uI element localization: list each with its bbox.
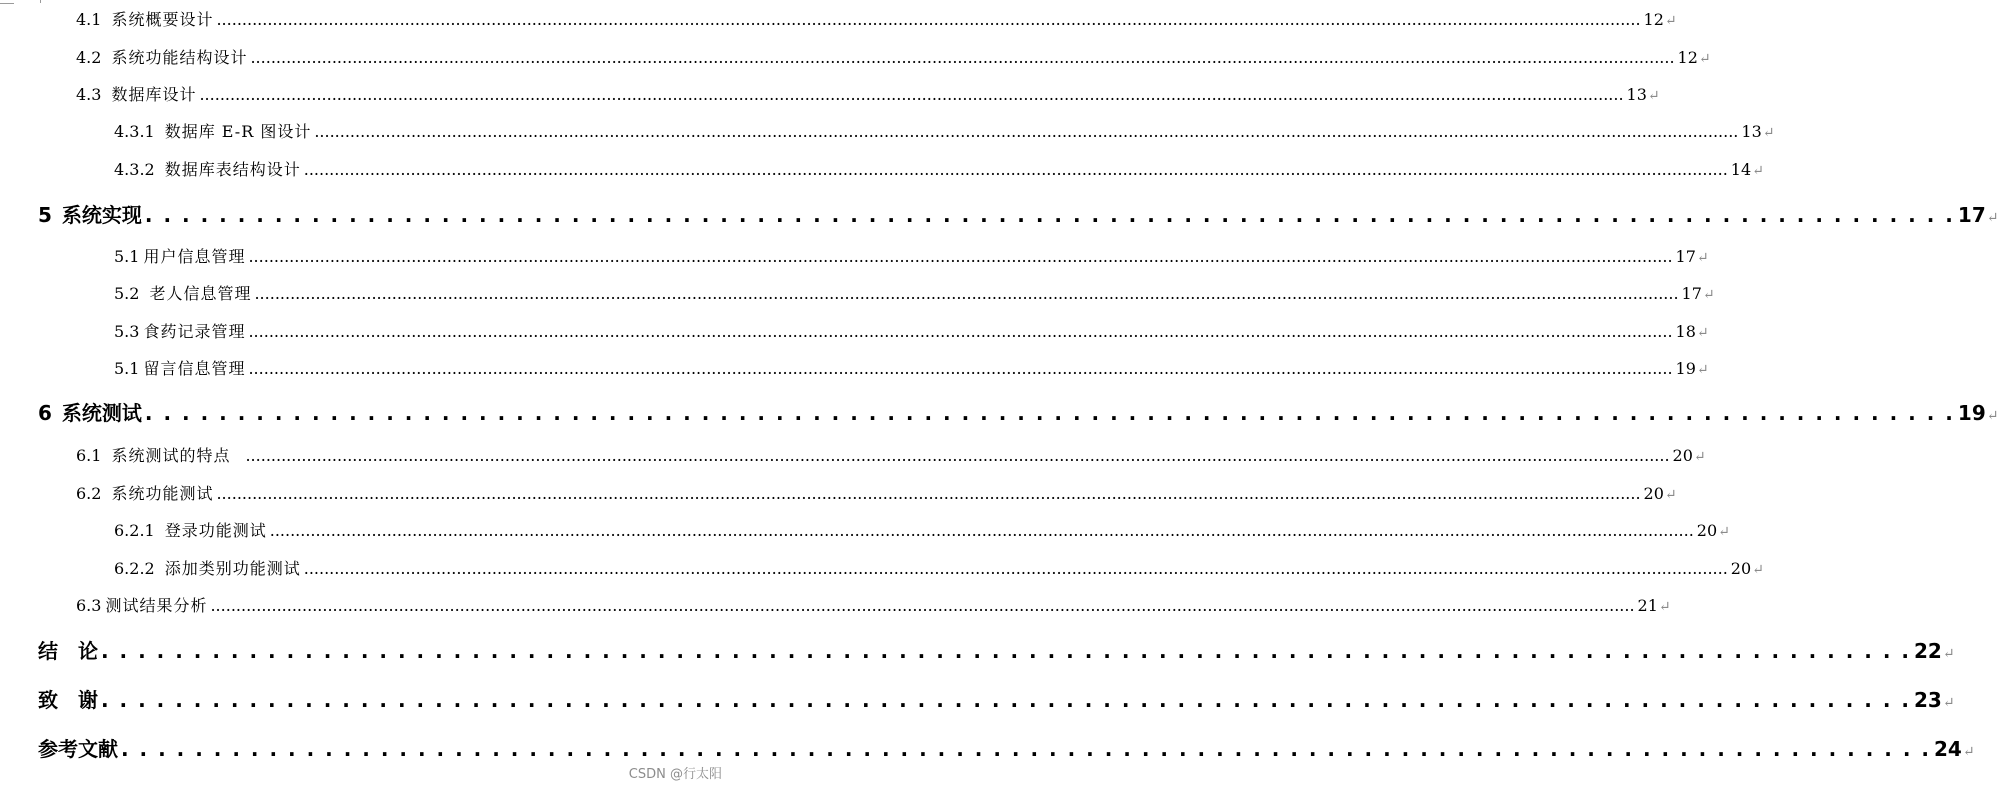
toc-entry[interactable] bbox=[0, 558, 1764, 580]
paragraph-mark-icon: ↵ bbox=[1696, 325, 1709, 341]
paragraph-mark-icon: ↵ bbox=[1718, 524, 1730, 540]
csdn-watermark: CSDN @行太阳 bbox=[628, 767, 722, 782]
toc-title: 系统测试的特点 bbox=[111, 446, 231, 465]
toc-number: 6.2.1 bbox=[114, 521, 155, 540]
toc-page-number: 20 bbox=[1696, 521, 1718, 540]
dot-leader bbox=[216, 9, 1640, 31]
toc-page-number: 19 bbox=[1957, 401, 1986, 425]
toc-number: 5.1 bbox=[114, 359, 140, 378]
paragraph-mark-icon: ↵ bbox=[1658, 599, 1671, 615]
toc-chapter-title: 参考文献 bbox=[38, 737, 118, 761]
toc-chapter-title: 系统实现 bbox=[61, 203, 142, 227]
toc-chapter-title: 结 论 bbox=[38, 639, 98, 663]
toc-title: 系统功能结构设计 bbox=[111, 48, 248, 67]
paragraph-mark-icon: ↵ bbox=[1942, 695, 1955, 711]
dot-leader bbox=[314, 121, 1738, 143]
dot-leader bbox=[250, 47, 1674, 69]
toc-page-number: 24 bbox=[1933, 737, 1962, 761]
toc-number: 5.1 bbox=[114, 247, 140, 266]
toc-entry[interactable] bbox=[0, 246, 1709, 268]
dot-leader bbox=[145, 398, 1955, 428]
paragraph-mark-icon: ↵ bbox=[1752, 562, 1764, 578]
toc-chapter-title: 致 谢 bbox=[38, 688, 98, 712]
toc-number: 4.3.1 bbox=[114, 122, 155, 141]
toc-entry[interactable] bbox=[0, 321, 1709, 343]
toc-title: 测试结果分析 bbox=[105, 596, 208, 615]
paragraph-mark-icon: ↵ bbox=[1986, 210, 1999, 226]
toc-page-number: 12 bbox=[1643, 10, 1664, 29]
toc-entry[interactable] bbox=[0, 84, 1660, 106]
toc-title: 用户信息管理 bbox=[143, 247, 246, 266]
dot-leader bbox=[101, 636, 1911, 666]
toc-page-number: 17 bbox=[1957, 203, 1986, 227]
toc-entry[interactable] bbox=[0, 483, 1677, 505]
dot-leader bbox=[304, 159, 1728, 181]
paragraph-mark-icon: ↵ bbox=[1664, 13, 1677, 29]
toc-title: 系统概要设计 bbox=[111, 10, 214, 29]
toc-title: 数据库设计 bbox=[111, 85, 197, 104]
toc-page-number: 20 bbox=[1643, 484, 1664, 503]
paragraph-mark-icon: ↵ bbox=[1696, 362, 1709, 378]
toc-number: 6.3 bbox=[76, 596, 102, 615]
toc-entry[interactable] bbox=[0, 47, 1711, 69]
dot-leader bbox=[248, 358, 1672, 380]
toc-page-number: 18 bbox=[1675, 322, 1696, 341]
dot-leader bbox=[248, 246, 1672, 268]
toc-entry[interactable] bbox=[0, 595, 1671, 617]
dot-leader bbox=[254, 283, 1678, 305]
toc-entry[interactable] bbox=[0, 283, 1715, 305]
toc-number: 6.1 bbox=[76, 446, 102, 465]
toc-page-number: 17 bbox=[1681, 284, 1702, 303]
toc-chapter-entry[interactable] bbox=[0, 685, 1955, 715]
toc-number: 4.1 bbox=[76, 10, 102, 29]
paragraph-mark-icon: ↵ bbox=[1698, 51, 1711, 67]
dot-leader bbox=[199, 84, 1623, 106]
toc-page-number: 20 bbox=[1730, 559, 1752, 578]
toc-number: 5.3 bbox=[114, 322, 140, 341]
dot-leader bbox=[145, 200, 1955, 230]
paragraph-mark-icon: ↵ bbox=[1762, 125, 1775, 141]
dot-leader bbox=[210, 595, 1634, 617]
dot-leader bbox=[245, 445, 1669, 467]
toc-page-number: 13 bbox=[1741, 122, 1762, 141]
dot-leader bbox=[304, 558, 1728, 580]
paragraph-mark-icon: ↵ bbox=[1696, 250, 1709, 266]
toc-number: 4.3 bbox=[76, 85, 102, 104]
toc-title: 数据库 E-R 图设计 bbox=[164, 122, 312, 141]
toc-page-number: 17 bbox=[1675, 247, 1696, 266]
toc-page-number: 20 bbox=[1672, 446, 1693, 465]
paragraph-mark-icon: ↵ bbox=[1752, 163, 1764, 179]
toc-number: 6.2.2 bbox=[114, 559, 155, 578]
toc-title: 数据库表结构设计 bbox=[164, 160, 301, 179]
toc-chapter-entry[interactable] bbox=[0, 636, 1955, 666]
dot-leader bbox=[121, 734, 1931, 764]
toc-chapter-entry[interactable] bbox=[0, 398, 1999, 428]
toc-title: 系统功能测试 bbox=[111, 484, 214, 503]
toc-entry[interactable] bbox=[0, 9, 1677, 31]
dot-leader bbox=[270, 520, 1694, 542]
paragraph-mark-icon: ↵ bbox=[1664, 487, 1677, 503]
toc-number: 6.2 bbox=[76, 484, 102, 503]
toc-chapter-number: 6 bbox=[38, 401, 52, 425]
dot-leader bbox=[101, 685, 1911, 715]
toc-entry[interactable] bbox=[0, 445, 1706, 467]
toc-page-number: 21 bbox=[1637, 596, 1658, 615]
toc-title: 留言信息管理 bbox=[143, 359, 246, 378]
toc-page-number: 14 bbox=[1730, 160, 1752, 179]
toc-page-number: 12 bbox=[1677, 48, 1698, 67]
toc-entry[interactable] bbox=[0, 358, 1709, 380]
paragraph-mark-icon: ↵ bbox=[1942, 646, 1955, 662]
toc-page-number: 13 bbox=[1626, 85, 1647, 104]
toc-entry[interactable] bbox=[0, 159, 1764, 181]
toc-page-number: 19 bbox=[1675, 359, 1696, 378]
paragraph-mark-icon: ↵ bbox=[1647, 88, 1660, 104]
toc-title: 登录功能测试 bbox=[164, 521, 267, 540]
paragraph-mark-icon: ↵ bbox=[1702, 287, 1715, 303]
toc-chapter-entry[interactable] bbox=[0, 200, 1999, 230]
paragraph-mark-icon: ↵ bbox=[1962, 744, 1975, 760]
toc-page-number: 22 bbox=[1913, 639, 1942, 663]
toc-entry[interactable] bbox=[0, 121, 1775, 143]
paragraph-mark-icon: ↵ bbox=[1693, 449, 1706, 465]
page-corner-mark bbox=[0, 0, 736, 4]
toc-page-number: 23 bbox=[1913, 688, 1942, 712]
paragraph-mark-icon: ↵ bbox=[1986, 408, 1999, 424]
toc-number: 4.3.2 bbox=[114, 160, 155, 179]
toc-chapter-entry[interactable] bbox=[0, 734, 1975, 764]
dot-leader bbox=[216, 483, 1640, 505]
toc-chapter-number: 5 bbox=[38, 203, 52, 227]
toc-title: 添加类别功能测试 bbox=[164, 559, 301, 578]
dot-leader bbox=[248, 321, 1672, 343]
toc-number: 5.2 bbox=[114, 284, 140, 303]
toc-title: 老人信息管理 bbox=[149, 284, 252, 303]
toc-title: 食药记录管理 bbox=[143, 322, 246, 341]
toc-chapter-title: 系统测试 bbox=[61, 401, 142, 425]
toc-entry[interactable] bbox=[0, 520, 1730, 542]
toc-number: 4.2 bbox=[76, 48, 102, 67]
